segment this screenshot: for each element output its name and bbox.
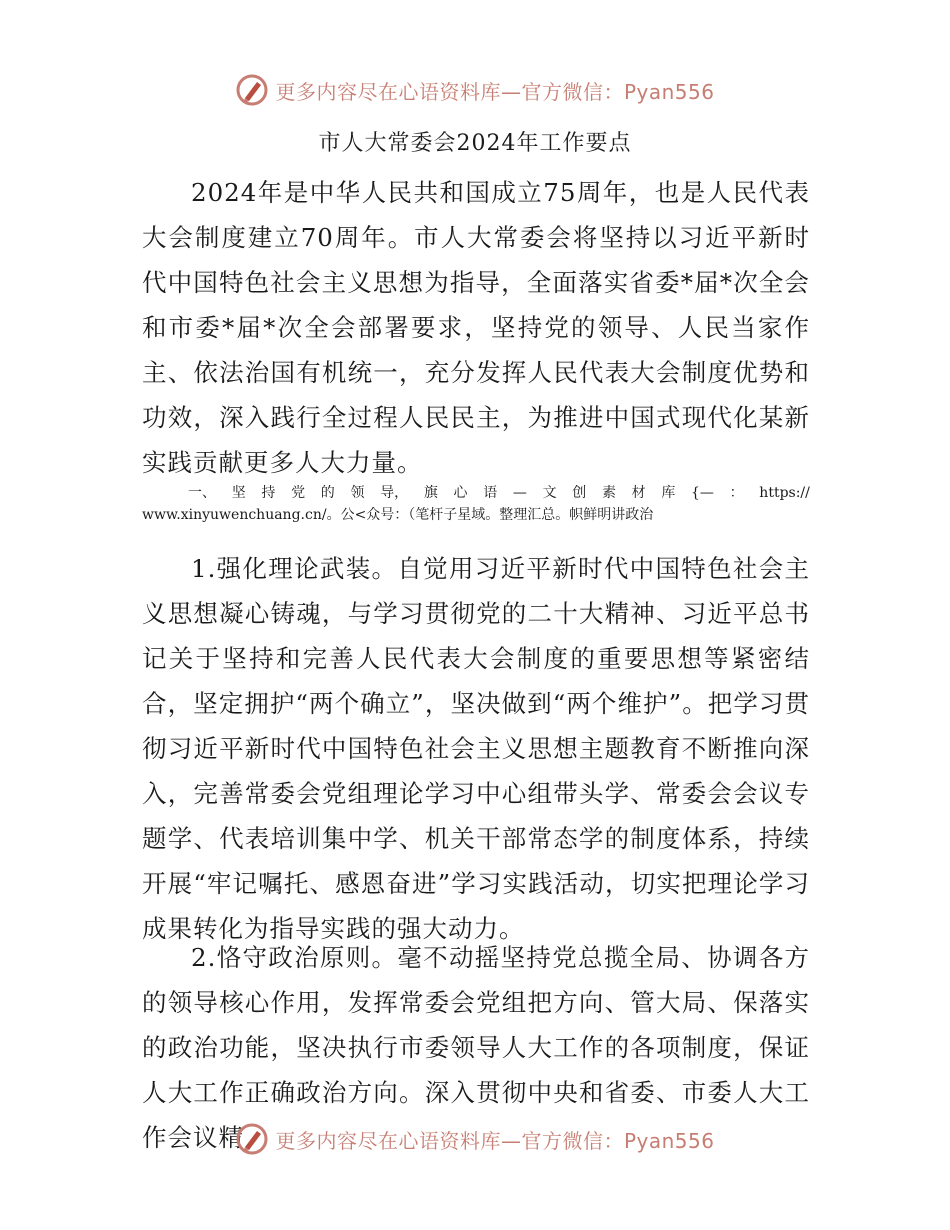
intro-paragraph: 2024年是中华人民共和国成立75周年，也是人民代表大会制度建立70周年。市人大常委会将坚持以习近平新时代中国特色社会主义思想为指导，全面落实省委*届*次全会和市委*届*次全会部署要求，坚持党的领导、人民当家作主、依法治国有机统一，充分发挥人民代表大会制度优势和功效，深入践行全过程人民民主，为推进中国式现代化某新实践贡献更多人大力量。	[142, 178, 810, 477]
pen-logo-icon	[235, 73, 269, 107]
pen-logo-icon	[235, 1122, 269, 1156]
header-watermark-banner	[0, 70, 950, 110]
document-title: 市人大常委会2024年工作要点	[318, 131, 632, 156]
footer-watermark-banner	[0, 1119, 950, 1159]
banner-text: 更多内容尽在心语资料库—官方微信：Pyan556	[275, 1128, 715, 1153]
banner-text: 更多内容尽在心语资料库—官方微信：Pyan556	[275, 79, 715, 104]
section-heading-line2: www.xinyuwenchuang.cn/。公<众号：（笔杆子星域。整理汇总。帜鲜明讲政治	[142, 507, 654, 523]
section-heading	[142, 482, 810, 526]
section-heading-line1: 一、 坚 持 党 的 领 导， 旗 心 语 — 文 创 素 材 库 {— ： https://	[188, 485, 810, 501]
item-2-paragraph: 2.恪守政治原则。毫不动摇坚持党总揽全局、协调各方的领导核心作用，发挥常委会党组把方向、管大局、保落实的政治功能，坚决执行市委领导人大工作的各项制度，保证人大工作正确政治方向。深入贯彻中央和省委、市委人大工作会议精	[142, 943, 810, 1152]
item-1-paragraph: 1.强化理论武装。自觉用习近平新时代中国特色社会主义思想凝心铸魂，与学习贯彻党的二十大精神、习近平总书记关于坚持和完善人民代表大会制度的重要思想等紧密结合，坚定拥护“两个确立”，坚决做到“两个维护”。把学习贯彻习近平新时代中国特色社会主义思想主题教育不断推向深入，完善常委会党组理论学习中心组带头学、常委会会议专题学、代表培训集中学、机关干部常态学的制度体系，持续开展“牢记嘱托、感恩奋进”学习实践活动，切实把理论学习成果转化为指导实践的强大动力。	[142, 554, 810, 943]
